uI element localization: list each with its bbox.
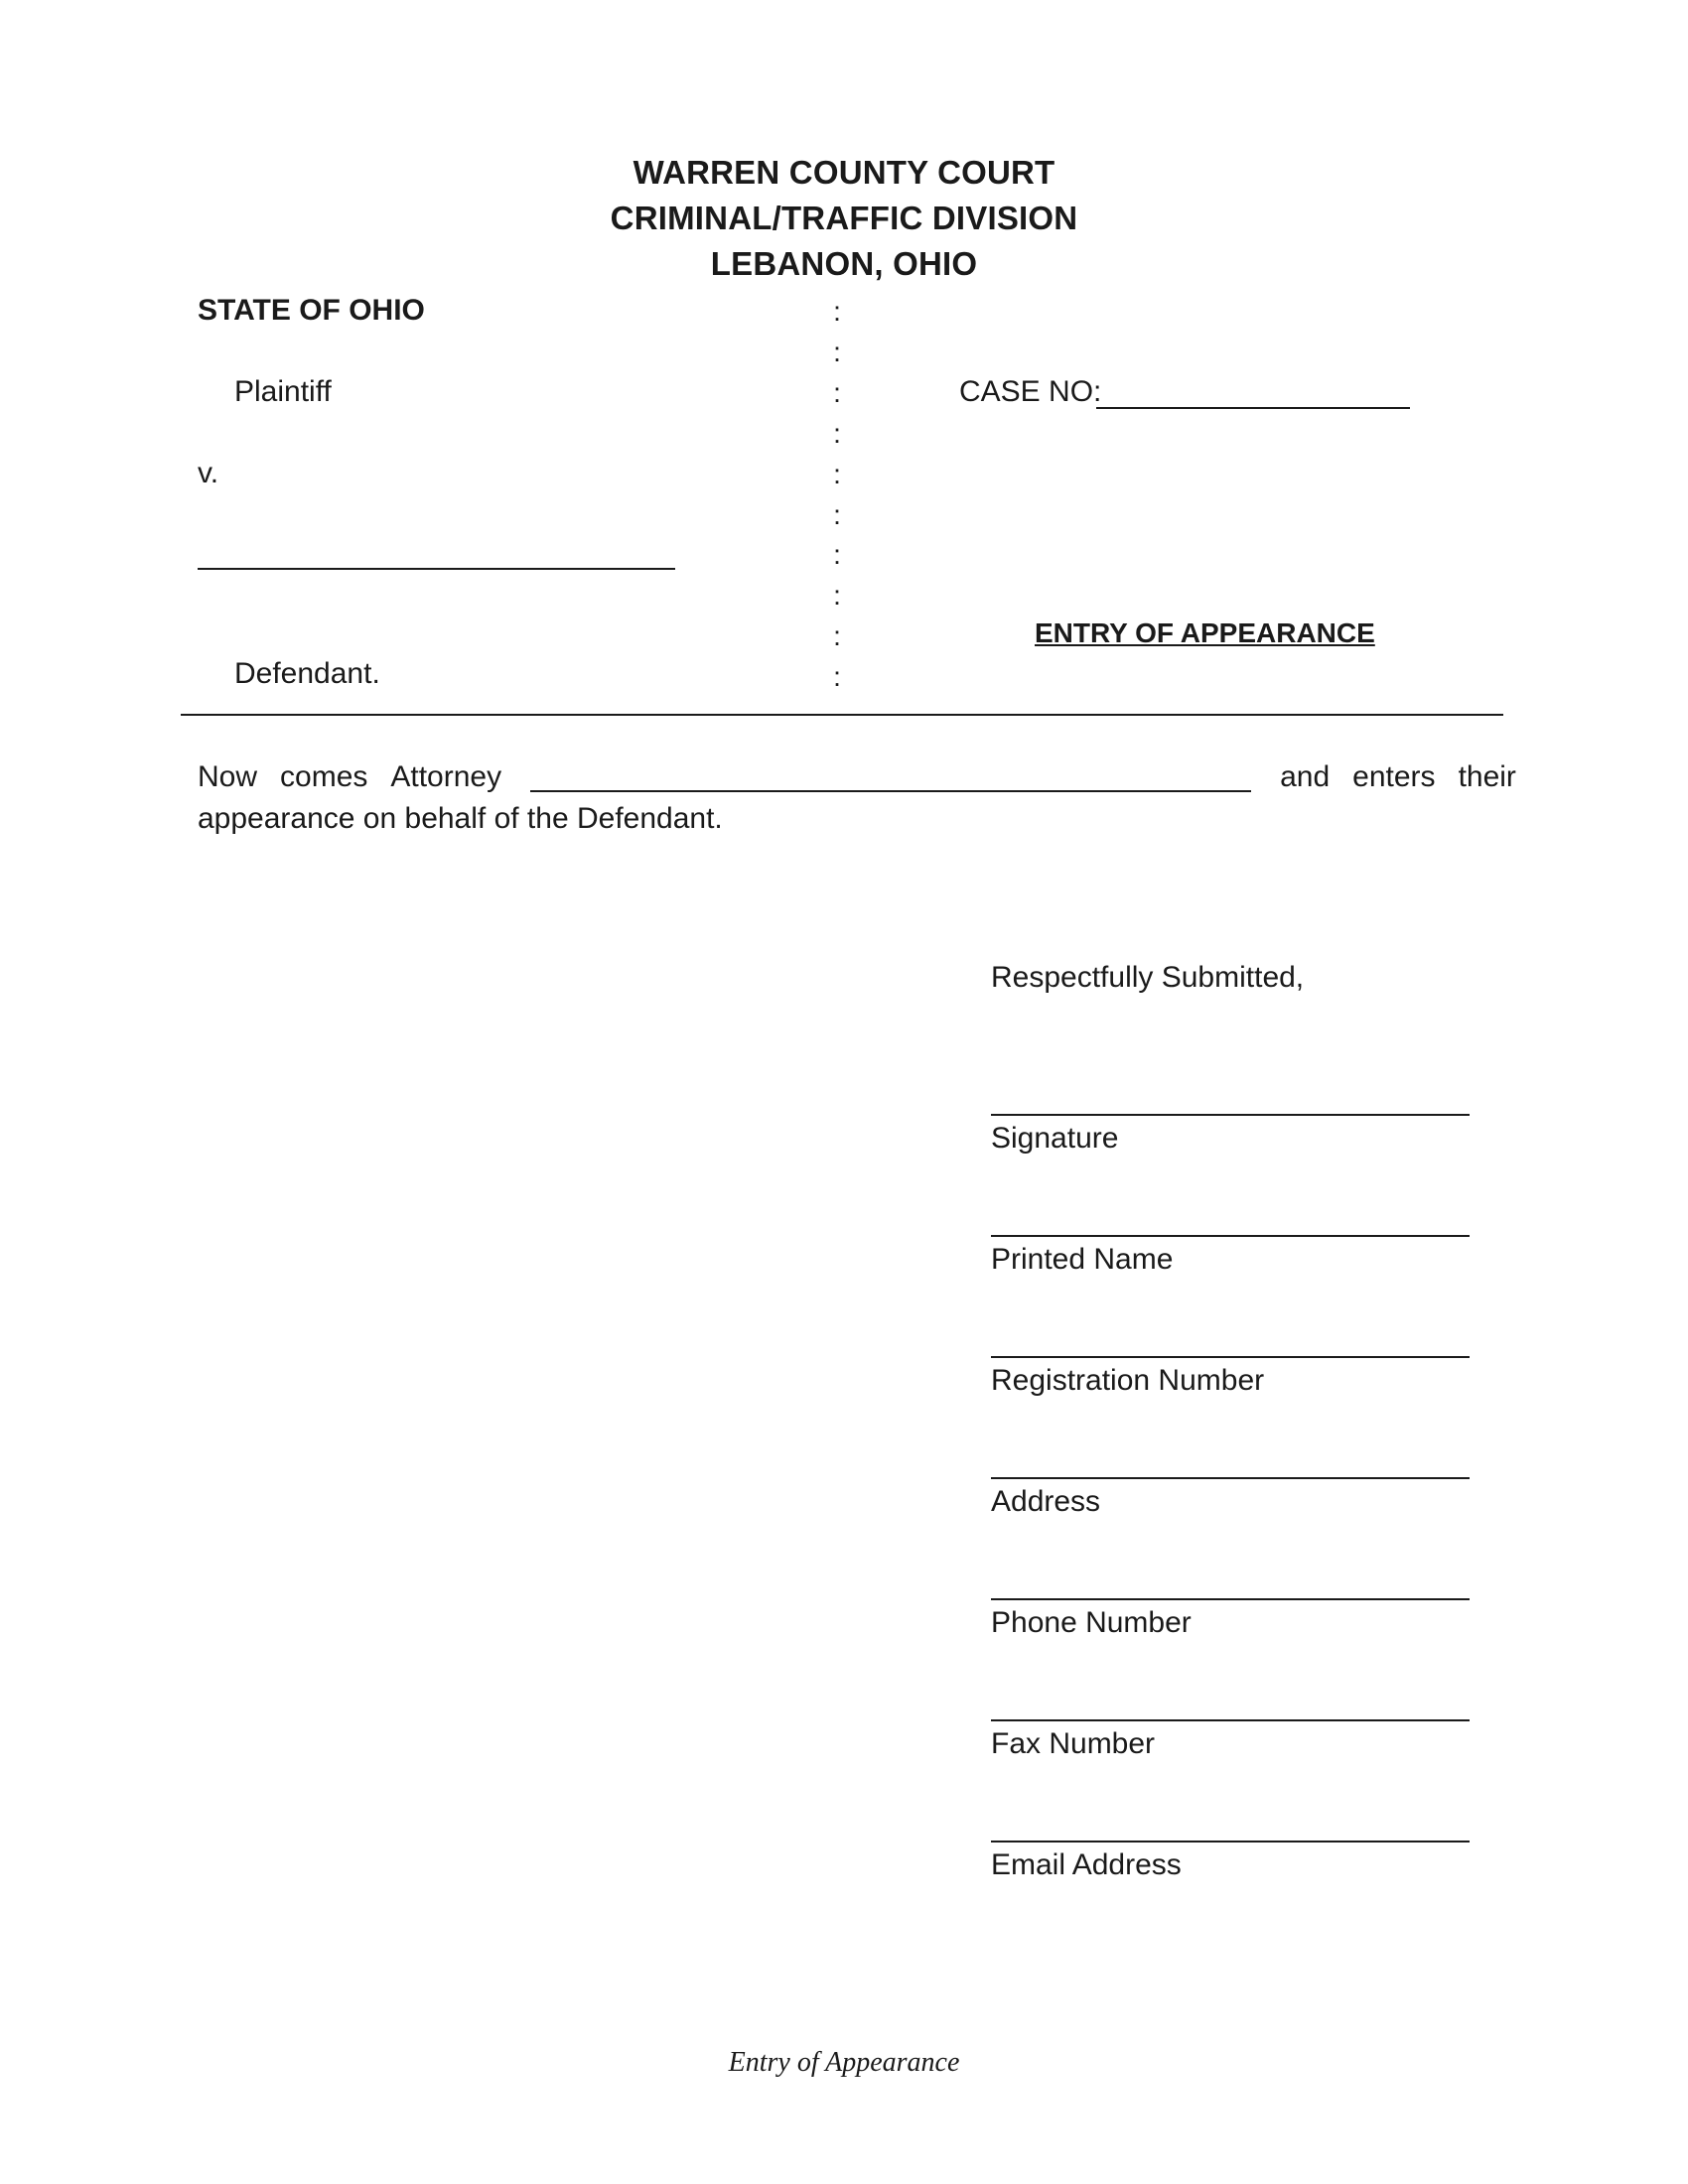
- registration-number-label: Registration Number: [991, 1364, 1265, 1397]
- signature-line[interactable]: [991, 1114, 1470, 1116]
- address-label: Address: [991, 1485, 1101, 1518]
- phone-number-line[interactable]: [991, 1598, 1470, 1600]
- caption-separator: [181, 714, 1503, 716]
- phone-number-label: Phone Number: [991, 1606, 1192, 1639]
- attorney-name-line[interactable]: [530, 760, 1251, 792]
- body-word: comes: [280, 760, 368, 793]
- body-word: Attorney: [390, 760, 502, 793]
- email-address-label: Email Address: [991, 1848, 1182, 1881]
- caption-colon: :: [833, 499, 841, 530]
- body-word: Now: [198, 760, 258, 793]
- caption-colon: :: [833, 418, 841, 449]
- body-word: enters: [1352, 760, 1436, 793]
- signature-label: Signature: [991, 1122, 1119, 1155]
- court-division: CRIMINAL/TRAFFIC DIVISION: [610, 200, 1078, 236]
- caption-colon: :: [833, 580, 841, 611]
- caption-colon: :: [833, 620, 841, 651]
- defendant-label: Defendant.: [234, 657, 380, 690]
- caption-colon: :: [833, 661, 841, 692]
- closing-text: Respectfully Submitted,: [991, 961, 1305, 994]
- caption-colon: :: [833, 337, 841, 367]
- email-address-line[interactable]: [991, 1841, 1470, 1843]
- fax-number-line[interactable]: [991, 1719, 1470, 1721]
- caption-colon: :: [833, 377, 841, 408]
- court-name: WARREN COUNTY COURT: [633, 154, 1055, 191]
- body-line-2: appearance on behalf of the Defendant.: [198, 802, 723, 835]
- court-location: LEBANON, OHIO: [710, 245, 978, 282]
- versus-label: v.: [198, 457, 219, 489]
- body-word: their: [1458, 760, 1516, 793]
- appearance-paragraph: [198, 756, 1516, 840]
- caption-colon: :: [833, 296, 841, 327]
- fax-number-label: Fax Number: [991, 1727, 1156, 1760]
- case-no-line[interactable]: [1096, 407, 1410, 409]
- page-footer: Entry of Appearance: [728, 2047, 960, 2078]
- printed-name-label: Printed Name: [991, 1243, 1174, 1276]
- caption-colon: :: [833, 539, 841, 570]
- defendant-name-line[interactable]: [198, 568, 675, 570]
- registration-number-line[interactable]: [991, 1356, 1470, 1358]
- case-no-label: CASE NO:: [959, 375, 1102, 408]
- plaintiff-label: Plaintiff: [234, 375, 332, 408]
- caption-colon: :: [833, 459, 841, 489]
- body-word: and: [1280, 760, 1331, 793]
- state-of-ohio: STATE OF OHIO: [198, 294, 425, 327]
- address-line[interactable]: [991, 1477, 1470, 1479]
- printed-name-line[interactable]: [991, 1235, 1470, 1237]
- document-title: ENTRY OF APPEARANCE: [1035, 617, 1375, 648]
